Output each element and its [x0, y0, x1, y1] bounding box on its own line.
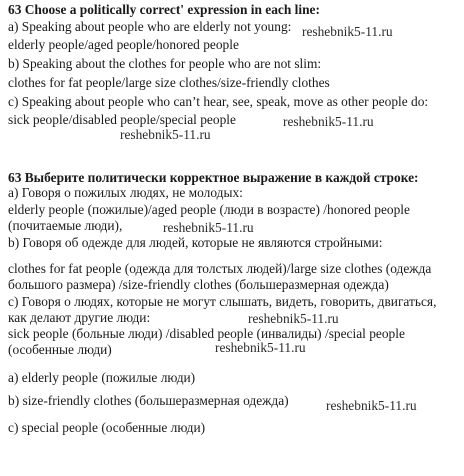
watermark: reshebnik5-11.ru	[215, 340, 306, 355]
watermark: reshebnik5-11.ru	[248, 311, 339, 326]
watermark: reshebnik5-11.ru	[120, 127, 211, 142]
item-b-answer-en: clothes for fat people/large size clothes/size-friendly clothes	[8, 75, 330, 90]
item-c-prompt1-ru: с) Говоря о людях, которые не могут слышать, видеть, говорить, двигаться,	[8, 294, 437, 309]
answer-c: c) special people (особенные люди)	[8, 420, 206, 435]
watermark: reshebnik5-11.ru	[163, 220, 254, 235]
item-b-prompt-ru: b) Говоря об одежде для людей, которые не являются стройными:	[8, 235, 383, 250]
item-a-prompt-en: a) Speaking about people who are elderly not young:	[8, 19, 292, 34]
exercise-title-ru: 63 Выберите политически корректное выражение в каждой строке:	[8, 170, 419, 185]
watermark: reshebnik5-11.ru	[302, 24, 393, 39]
item-c-prompt2-ru: как делают другие люди:	[8, 310, 151, 325]
item-b-line2-ru: большого размера) /size-friendly clothes (большеразмерная одежда)	[8, 277, 389, 292]
item-c-answer-en: sick people/disabled people/special people	[8, 112, 236, 127]
watermark: reshebnik5-11.ru	[326, 398, 417, 413]
item-a-line2-ru: (почитаемые люди),	[8, 218, 123, 233]
item-c-line2-ru: (особенные люди)	[8, 342, 112, 357]
item-a-prompt-ru: а) Говоря о пожилых людях, не молодых:	[8, 185, 243, 200]
answer-a: a) elderly people (пожилые люди)	[8, 370, 196, 385]
item-c-line1-ru: sick people (больные люди) /disabled people (инвалиды) /special people	[8, 326, 405, 341]
watermark: reshebnik5-11.ru	[283, 114, 374, 129]
item-b-prompt-en: b) Speaking about the clothes for people who are not slim:	[8, 56, 322, 71]
exercise-title-en: 63 Choose a politically correct' expression in each line:	[8, 2, 320, 17]
item-a-answer-en: elderly people/aged people/honored people	[8, 37, 239, 52]
item-c-prompt-en: c) Speaking about people who can’t hear, see, speak, move as other people do:	[8, 94, 429, 109]
item-a-line1-ru: elderly people (пожилые)/aged people (люди в возрасте) /honored people	[8, 202, 410, 217]
item-b-line1-ru: clothes for fat people (одежда для толстых людей)/large size clothes (одежда	[8, 261, 432, 276]
answer-b: b) size-friendly clothes (большеразмерная одежда)	[8, 393, 289, 408]
